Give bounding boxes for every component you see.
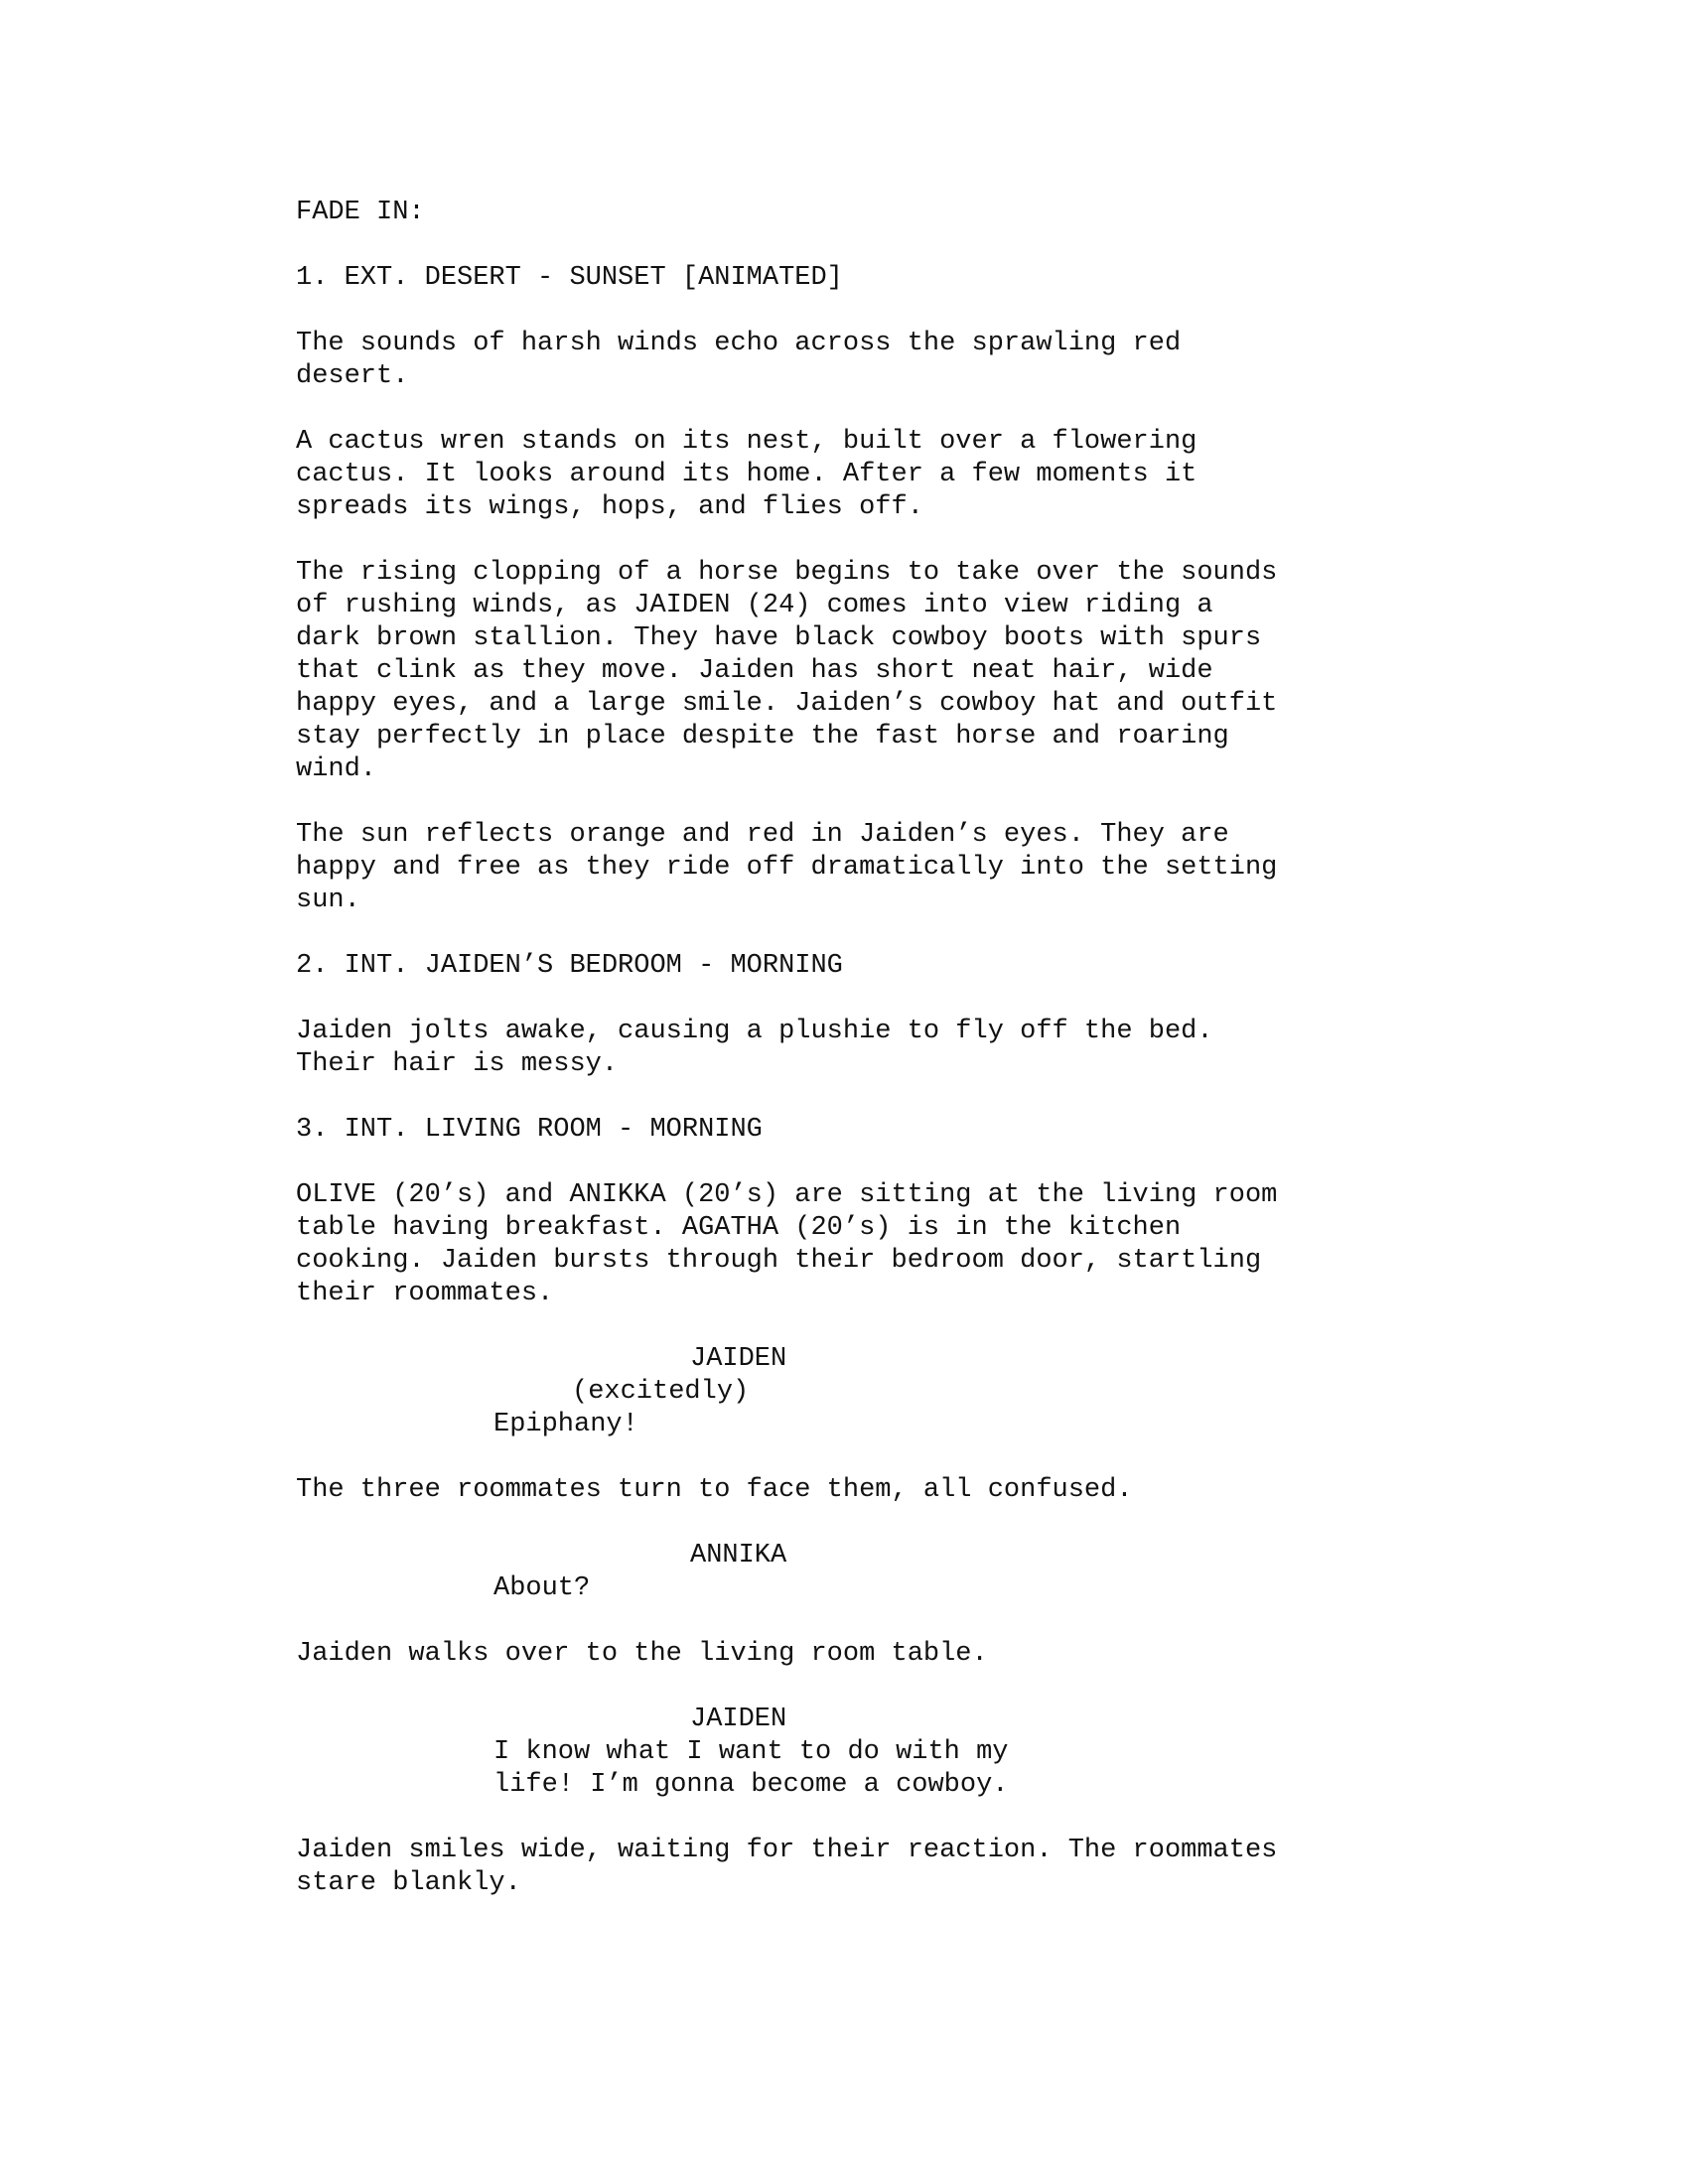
action-paragraph: The sounds of harsh winds echo across the sprawling red desert. [296,329,1182,391]
action-paragraph: The sun reflects orange and red in Jaiden’s eyes. They are happy and free as they ride off dramatically into the setting sun. [296,820,1278,915]
scene-heading: 1. EXT. DESERT - SUNSET [ANIMATED] [296,263,843,293]
character-name: ANNIKA [690,1541,787,1570]
character-name: JAIDEN [690,1344,787,1374]
transition: FADE IN: [296,198,425,227]
action-paragraph: OLIVE (20’s) and ANIKKA (20’s) are sitting at the living room table having breakfast. AGATHA (20’s) is in the kitchen cooking. Jaiden bursts through their bedroom door, startling their roommates. [296,1180,1278,1308]
dialogue-line: About? [493,1573,591,1603]
dialogue-line: I know what I want to do with my [493,1737,1009,1767]
character-name: JAIDEN [690,1705,787,1734]
action-paragraph: Jaiden smiles wide, waiting for their reaction. The roommates stare blankly. [296,1836,1278,1898]
dialogue-line: Epiphany! [493,1410,638,1439]
screenplay-page [296,197,1468,1933]
dialogue-line: life! I’m gonna become a cowboy. [493,1770,1009,1800]
scene-heading: 3. INT. LIVING ROOM - MORNING [296,1115,763,1145]
action-paragraph: The rising clopping of a horse begins to take over the sounds of rushing winds, as JAIDEN (24) comes into view riding a dark brown stallion. They have black cowboy boots with spurs that clink as they move. Jaiden has short neat hair, wide happy eyes, and a large smile. Jaiden’s cowboy hat and outfit stay perfectly in place despite the fast horse and roaring wind. [296,558,1278,784]
scene-heading: 2. INT. JAIDEN’S BEDROOM - MORNING [296,951,843,981]
dialogue-block [296,1704,1468,1802]
action-paragraph: Jaiden walks over to the living room table. [296,1639,988,1669]
action-paragraph: The three roommates turn to face them, all confused. [296,1475,1133,1505]
parenthetical: (excitedly) [572,1377,750,1407]
dialogue-block [296,1540,1468,1605]
action-paragraph: A cactus wren stands on its nest, built over a flowering cactus. It looks around its home. After a few moments it spreads its wings, hops, and flies off. [296,427,1197,522]
action-paragraph: Jaiden jolts awake, causing a plushie to fly off the bed. Their hair is messy. [296,1017,1213,1079]
dialogue-block [296,1343,1468,1441]
